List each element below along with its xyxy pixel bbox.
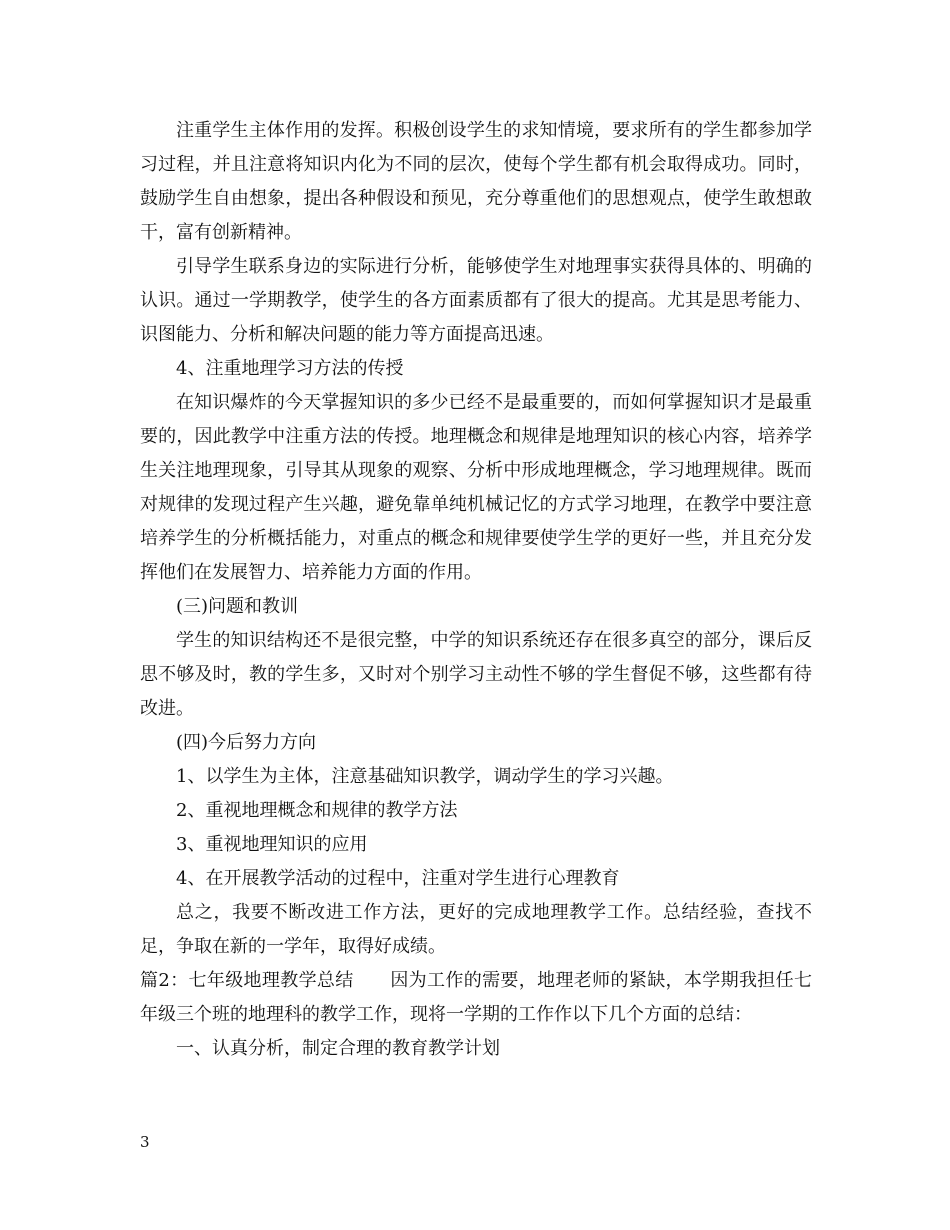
heading-problems-lessons: (三)问题和教训 [176,596,299,617]
paragraph-student-subject: 注重学生主体作用的发挥。积极创设学生的求知情境，要求所有的学生都参加学习过程，并且注意将知识内化为不同的层次，使每个学生都有机会取得成功。同时，鼓励学生自由想象，提出各种假设和预见，充分尊重他们的思想观点，使学生敢想敢干，富有创新精神。 [140,120,812,243]
heading-learning-methods: 4、注重地理学习方法的传授 [176,358,404,379]
list-item-1: 1、以学生为主体，注意基础知识教学，调动学生的学习兴趣。 [176,766,674,787]
paragraph-conclusion: 总之，我要不断改进工作方法，更好的完成地理教学工作。总结经验，查找不足，争取在新的一学年，取得好成绩。 [140,902,812,957]
heading-teaching-plan: 一、认真分析，制定合理的教育教学计划 [176,1038,500,1059]
paragraph-knowledge-methods: 在知识爆炸的今天掌握知识的多少已经不是最重要的，而如何掌握知识才是最重要的，因此教学中注重方法的传授。地理概念和规律是地理知识的核心内容，培养学生关注地理现象，引导其从现象的观察、分析中形成地理概念，学习地理规律。既而对规律的发现过程产生兴趣，避免靠单纯机械记忆的方式学习地理，在教学中要注意培养学生的分析概括能力，对重点的概念和规律要使学生学的更好一些，并且充分发挥他们在发展智力、培养能力方面的作用。 [140,392,812,583]
document-body [140,114,812,1066]
list-item-4: 4、在开展教学活动的过程中，注重对学生进行心理教育 [176,868,620,889]
paragraph-problems: 学生的知识结构还不是很完整，中学的知识系统还存在很多真空的部分，课后反思不够及时，教的学生多，又时对个别学习主动性不够的学生督促不够，这些都有待改进。 [140,630,812,719]
heading-future-direction: (四)今后努力方向 [176,732,317,753]
list-item-2: 2、重视地理概念和规律的教学方法 [176,800,458,821]
paragraph-guide-students: 引导学生联系身边的实际进行分析，能够使学生对地理事实获得具体的、明确的认识。通过一学期教学，使学生的各方面素质都有了很大的提高。尤其是思考能力、识图能力、分析和解决问题的能力等方面提高迅速。 [140,256,812,345]
page-number: 3 [140,1133,150,1151]
paragraph-article-2-intro: 篇2：七年级地理教学总结 因为工作的需要，地理老师的紧缺，本学期我担任七年级三个班的地理科的教学工作，现将一学期的工作作以下几个方面的总结： [140,970,812,1025]
list-item-3: 3、重视地理知识的应用 [176,834,368,855]
